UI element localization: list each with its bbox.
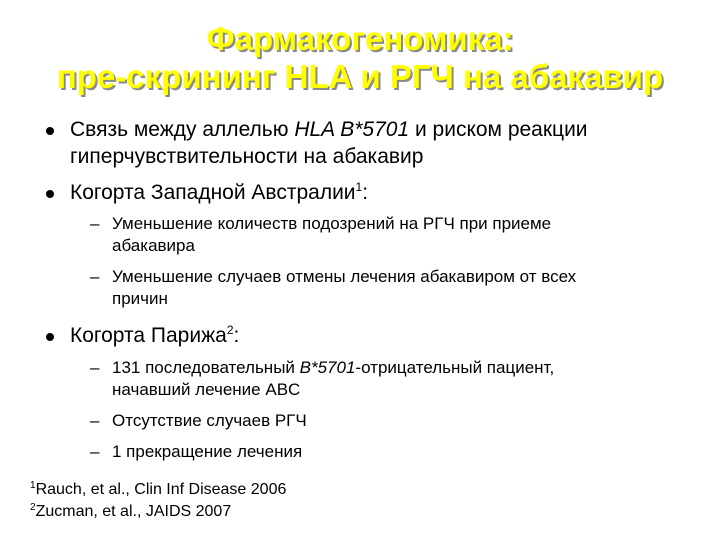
reference-1: $^1$Rauch, et al., Clin Inf Disease 2006 (30, 480, 287, 498)
slide-title (0, 20, 720, 96)
slide: Фармакогеномика: пре-скрининг HLA и РГЧ на абакавир Связь между аллелью HLA B*5701 и риском реакции гиперчувствительности на абакавир Когорта Западной Австралии$^1$: – Уменьшение количеств подозрений на РГЧ при приеме абакавира – Уменьшение случаев отмены лечения абакавиром от всех причин Когорта Парижа$^2$: – 131 последовательный B*5701-отрицательный пациент, начавший лечение ABC – Отсутствие случаев РГЧ – 1 прекращение лечения $^1$Rauch, et al., Clin Inf Disease 2006 $^2$Zucman, et al., JAIDS 2007 (0, 0, 720, 540)
title-line-2: пре-скрининг HLA и РГЧ на абакавир (56, 58, 664, 95)
references (30, 479, 286, 523)
title-line-1: Фармакогеномика: (206, 20, 514, 57)
bullet-dot-icon (46, 333, 54, 341)
bullet-dot-icon (46, 127, 54, 135)
reference-2: $^2$Zucman, et al., JAIDS 2007 (30, 502, 232, 520)
bullet-dot-icon (46, 190, 54, 198)
